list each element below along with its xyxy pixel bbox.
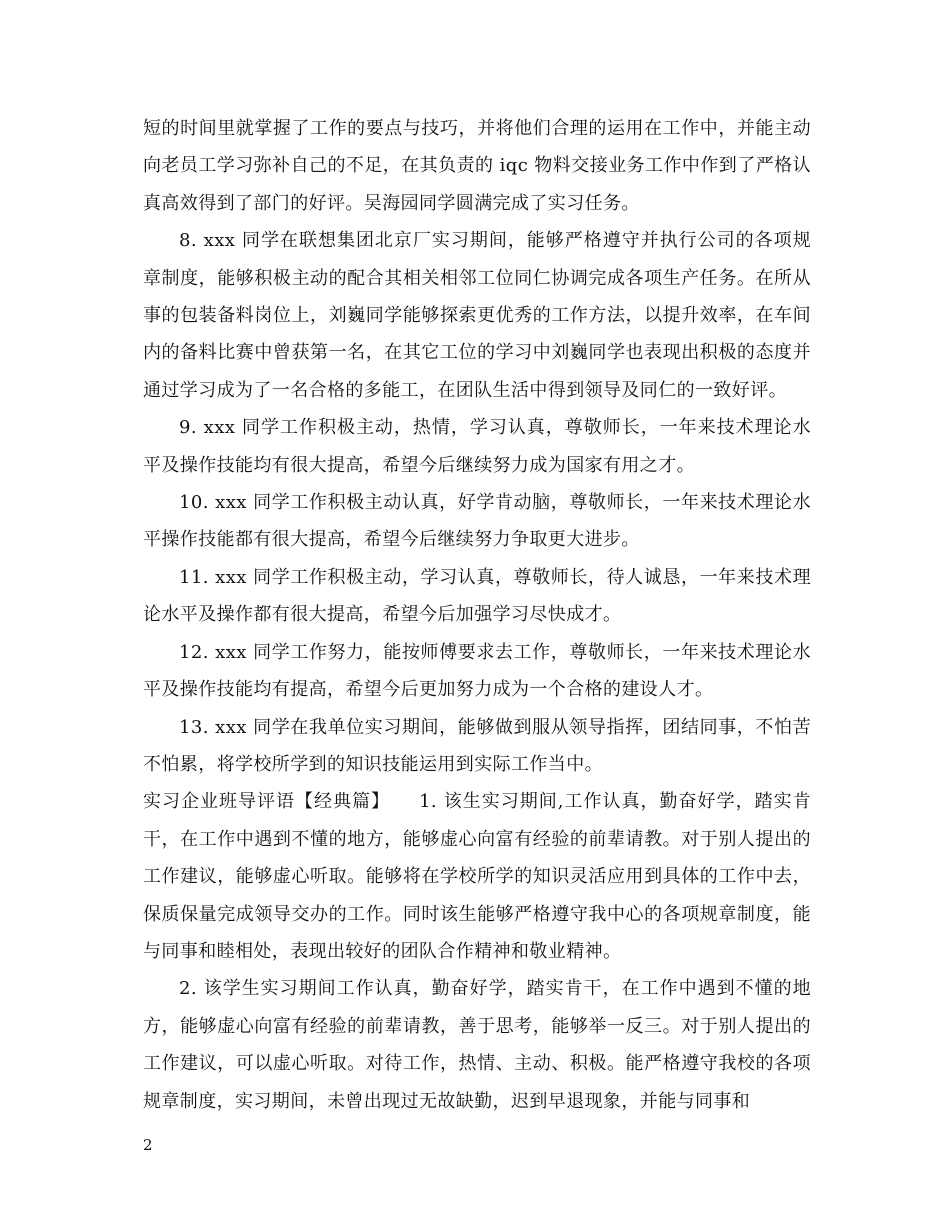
section-heading-paragraph: 实习企业班导评语【经典篇】 1. 该生实习期间,工作认真，勤奋好学，踏实肯干，在工作中遇到不懂的地方，能够虚心向富有经验的前辈请教。对于别人提出的工作建议，能够虚心听取。能够将在学校所学的知识灵活应用到具体的工作中去，保质保量完成领导交办的工作。同时该生能够严格遵守我中心的各项规章制度，能与同事和睦相处，表现出较好的团队合作精神和敬业精神。 (143, 791, 811, 962)
page-number: 2 (143, 1136, 153, 1154)
paragraph-item-11: 11. xxx 同学工作积极主动，学习认真，尊敬师长，待人诚恳，一年来技术理论水平及操作都有很大提高，希望今后加强学习尽快成才。 (143, 566, 811, 626)
paragraph-item-13: 13. xxx 同学在我单位实习期间，能够做到服从领导指挥，团结同事，不怕苦不怕累，将学校所学到的知识技能运用到实际工作当中。 (143, 716, 811, 775)
paragraph-item-9: 9. xxx 同学工作积极主动，热情，学习认真，尊敬师长，一年来技术理论水平及操作技能均有很大提高，希望今后继续努力成为国家有用之才。 (143, 417, 811, 476)
paragraph-item-12: 12. xxx 同学工作努力，能按师傅要求去工作，尊敬师长，一年来技术理论水平及操作技能均有提高，希望今后更加努力成为一个合格的建设人才。 (143, 641, 811, 701)
paragraph-item-2: 2. 该学生实习期间工作认真，勤奋好学，踏实肯干，在工作中遇到不懂的地方，能够虚心向富有经验的前辈请教，善于思考，能够举一反三。对于别人提出的工作建议，可以虚心听取。对待工作，热情、主动、积极。能严格遵守我校的各项规章制度，实习期间，未曾出现过无故缺勤，迟到早退现象，并能与同事和 (143, 978, 811, 1112)
document-body (143, 110, 811, 1120)
paragraph-item-8: 8. xxx 同学在联想集团北京厂实习期间，能够严格遵守并执行公司的各项规章制度，能够积极主动的配合其相关相邻工位同仁协调完成各项生产任务。在所从事的包装备料岗位上，刘巍同学能够探索更优秀的工作方法，以提升效率，在车间内的备料比赛中曾获第一名，在其它工位的学习中刘巍同学也表现出积极的态度并通过学习成为了一名合格的多能工，在团队生活中得到领导及同仁的一致好评。 (143, 230, 811, 401)
paragraph-item-10: 10. xxx 同学工作积极主动认真，好学肯动脑，尊敬师长，一年来技术理论水平操作技能都有很大提高，希望今后继续努力争取更大进步。 (143, 492, 811, 551)
paragraph-continuation: 短的时间里就掌握了工作的要点与技巧，并将他们合理的运用在工作中，并能主动向老员工学习弥补自己的不足，在其负责的 iqc 物料交接业务工作中作到了严格认真高效得到了部门的好评。吴海园同学圆满完成了实习任务。 (143, 118, 811, 214)
